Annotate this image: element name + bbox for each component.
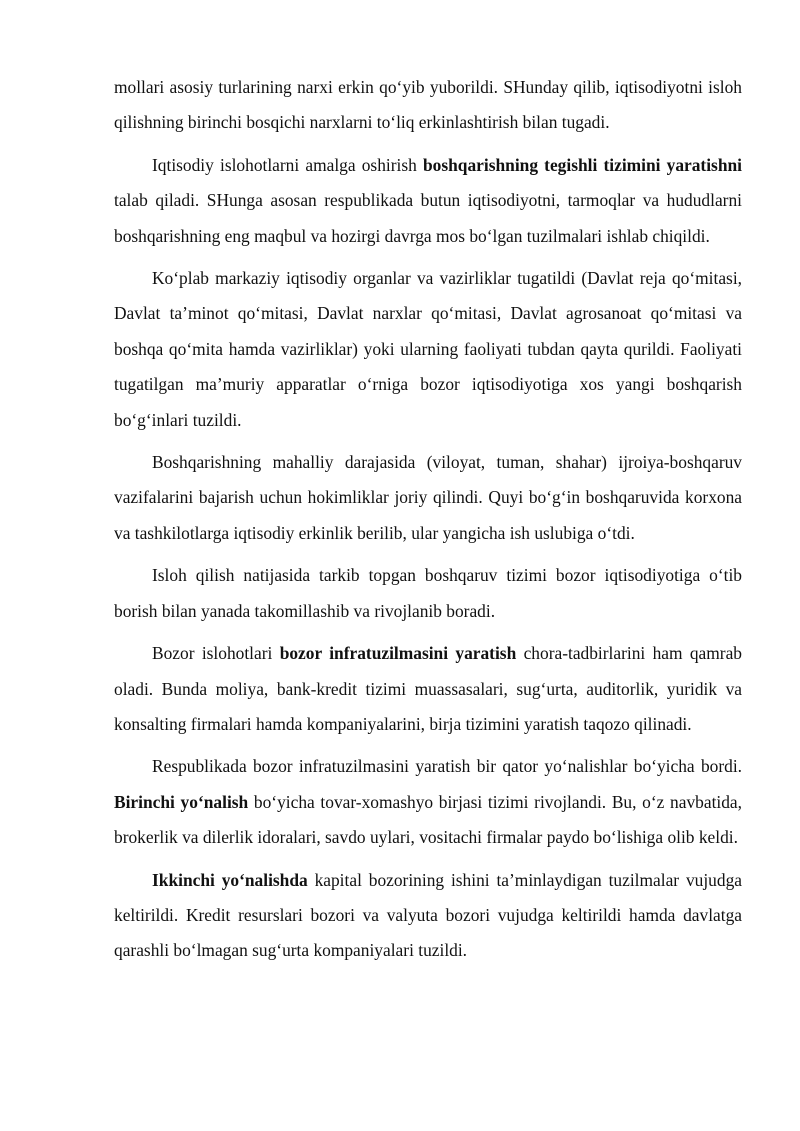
paragraph-text: chora-tadbirlarini ham qamrab oladi. Bunda moliya, bank-kredit tizimi muassasalari, sug‘urta, auditorlik, yuridik va konsalting firmalari hamda kompaniyalarini, birja tizimini yaratish taqozo qilinadi.: [114, 643, 743, 734]
paragraph: [114, 70, 742, 141]
bold-term: bozor infratuzilmasini yaratish: [279, 643, 517, 664]
document-page: [114, 70, 742, 976]
paragraph-text: Bozor islohotlari: [152, 643, 280, 664]
paragraph: [114, 445, 742, 551]
paragraph-text: Isloh qilish natijasida tarkib topgan boshqaruv tizimi bozor iqtisodiyotiga o‘tib borish bilan yanada takomillashib va rivojlanib boradi.: [114, 565, 742, 621]
paragraph-text: Boshqarishning mahalliy darajasida (viloyat, tuman, shahar) ijroiya-boshqaruv vazifalarini bajarish uchun hokimliklar joriy qilindi. Quyi bo‘g‘in boshqaruvida korxona va tashkilotlarga iqtisodiy erkinlik berilib, ular yangicha ish uslubiga o‘tdi.: [114, 452, 742, 543]
bold-term: boshqarishning tegishli tizimini yaratishni: [422, 154, 742, 175]
paragraph: [114, 636, 742, 742]
paragraph: [114, 749, 742, 855]
paragraph-text: talab qiladi. SHunga asosan respublikada butun iqtisodiyotni, tarmoqlar va hududlarni boshqarishning eng maqbul va hozirgi davrga mos bo‘lgan tuzilmalari ishlab chiqildi.: [114, 190, 742, 246]
paragraph-text: bo‘yicha tovar-xomashyo birjasi tizimi rivojlandi. Bu, o‘z navbatida, brokerlik va dilerlik idoralari, savdo uylari, vositachi firmalar paydo bo‘lishiga olib keldi.: [114, 791, 742, 848]
paragraph-text: Iqtisodiy islohotlarni amalga oshirish: [152, 154, 423, 175]
bold-term: Birinchi yo‘nalish: [114, 791, 249, 812]
paragraph-text: Ko‘plab markaziy iqtisodiy organlar va vazirliklar tugatildi (Davlat reja qo‘mitasi, Davlat ta’minot qo‘mitasi, Davlat narxlar qo‘mitasi, Davlat agrosanoat qo‘mitasi va boshqa qo‘mita hamda vazirliklar) yoki ularning faoliyati tubdan qayta qurildi. Faoliyati tugatilgan ma’muriy apparatlar o‘rniga bozor iqtisodiyotiga xos yangi boshqarish bo‘g‘inlari tuzildi.: [114, 268, 742, 430]
paragraph-text: kapital bozorining ishini ta’minlaydigan tuzilmalar vujudga keltirildi. Kredit resurslari bozori va valyuta bozori vujudga keltirildi hamda davlatga qarashli bo‘lmagan sug‘urta kompaniyalari tuzildi.: [114, 869, 742, 961]
paragraph: [114, 863, 742, 969]
paragraph-text: mollari asosiy turlarining narxi erkin qo‘yib yuborildi. SHunday qilib, iqtisodiyotni isloh qilishning birinchi bosqichi narxlarni to‘liq erkinlashtirish bilan tugadi.: [114, 77, 742, 133]
paragraph: [114, 148, 742, 254]
paragraph: [114, 261, 742, 438]
paragraph: [114, 558, 742, 629]
bold-term: Ikkinchi yo‘nalishda: [152, 869, 308, 890]
paragraph-text: Respublikada bozor infratuzilmasini yaratish bir qator yo‘nalishlar bo‘yicha bordi.: [152, 756, 742, 777]
